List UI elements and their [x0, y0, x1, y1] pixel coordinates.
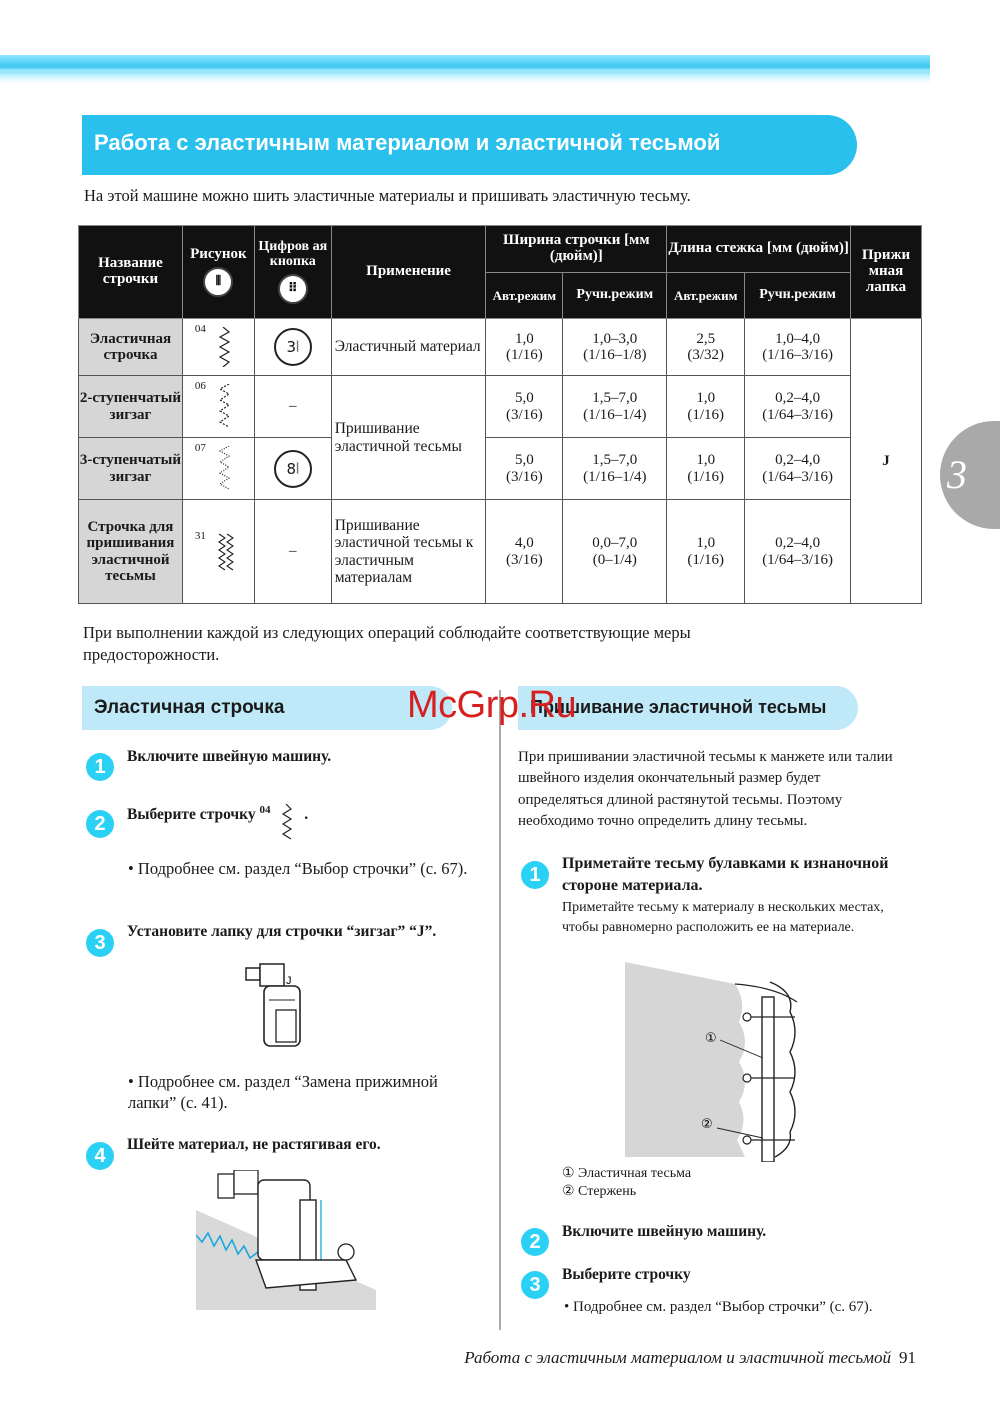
illustration-legend — [562, 1165, 691, 1200]
header-length-auto: Авт.режим — [667, 273, 745, 319]
page-number: 91 — [899, 1348, 916, 1367]
bullet-note: • Подробнее см. раздел “Замена прижимной лапки” (с. 41). — [128, 1072, 438, 1113]
three-step-zigzag-icon — [217, 446, 233, 490]
row-button: – — [254, 500, 331, 604]
step-number: 3 — [521, 1271, 549, 1299]
row-picture — [182, 319, 254, 376]
header-use: Применение — [331, 226, 486, 319]
row-name: Эластичная строчка — [79, 319, 183, 376]
row-use: Эластичный материал — [331, 319, 486, 376]
row-use: Пришивание эластичной тесьмы — [331, 376, 486, 500]
row-width-auto: 4,0 (3/16) — [486, 500, 563, 604]
left-section-heading: Эластичная строчка — [82, 686, 452, 730]
row-length-auto: 1,0 (1/16) — [667, 500, 745, 604]
row-picture — [182, 438, 254, 500]
stitch-display-icon: ⦀ — [203, 267, 233, 297]
step-number: 1 — [521, 861, 549, 889]
footer-title: Работа с эластичным материалом и эластичной тесьмой — [464, 1348, 891, 1367]
stretch-stitch-icon — [217, 327, 233, 367]
two-step-zigzag-icon — [217, 384, 233, 428]
step-text-tail: . — [304, 806, 309, 824]
step-text: Включите швейную машину. — [562, 1223, 767, 1240]
row-number: 04 — [194, 323, 206, 335]
stretch-stitch-icon — [280, 804, 294, 842]
caution-note: При выполнении каждой из следующих операций соблюдайте соответствующие меры предосторожности. — [83, 623, 691, 665]
row-number: 31 — [194, 530, 206, 542]
step-number: 2 — [86, 810, 114, 838]
bullet-note: • Подробнее см. раздел “Выбор строчки” (с. 67). — [128, 859, 468, 878]
table-row — [79, 319, 922, 376]
row-length-manual: 0,2–4,0 (1/64–3/16) — [745, 376, 851, 438]
table-row — [79, 438, 922, 500]
chapter-number: 3 — [947, 452, 967, 497]
step-detail: Приметайте тесьму к материалу в нескольких местах, чтобы равномерно расположить ее на материале. — [562, 900, 884, 936]
page-title: Работа с эластичным материалом и эластичной тесьмой — [82, 115, 857, 175]
digit-label: 3 — [286, 338, 296, 356]
row-length-manual: 1,0–4,0 (1/16–3/16) — [745, 319, 851, 376]
column-divider — [499, 690, 501, 1330]
row-length-auto: 1,0 (1/16) — [667, 376, 745, 438]
callout-marker-1: ① — [705, 1031, 717, 1046]
row-length-auto: 2,5 (3/32) — [667, 319, 745, 376]
title-tail-inner — [855, 122, 899, 168]
header-picture-label: Рисунок — [190, 246, 247, 263]
row-length-manual: 0,2–4,0 (1/64–3/16) — [745, 500, 851, 604]
table-row — [79, 376, 922, 438]
step-text — [127, 804, 308, 842]
row-picture — [182, 500, 254, 604]
header-name: Название строчки — [79, 226, 183, 319]
row-use: Пришивание эластичной тесьмы к эластичным материалам — [331, 500, 486, 604]
row-width-manual: 1,0–3,0 (1/16–1/8) — [563, 319, 667, 376]
right-section-heading: Пришивание эластичной тесьмы — [518, 686, 858, 730]
step-text-label: Выберите строчку — [127, 806, 256, 824]
legend-item: ① Эластичная тесьма — [562, 1166, 692, 1181]
step-text: Установите лапку для строчки “зигзаг” “J”. — [127, 923, 437, 940]
sewing-illustration — [196, 1170, 376, 1310]
header-digital-label: Цифров ая кнопка — [258, 239, 328, 269]
header-digital-button — [254, 226, 331, 319]
presser-foot-value: J — [851, 319, 922, 604]
top-decorative-band — [0, 55, 930, 83]
row-button — [254, 319, 331, 376]
row-name: 2-ступенчатый зигзаг — [79, 376, 183, 438]
row-button: – — [254, 376, 331, 438]
intro-text: На этой машине можно шить эластичные материалы и пришивать эластичную тесьму. — [84, 186, 691, 205]
header-foot: Прижи мная лапка — [851, 226, 922, 319]
header-length: Длина стежка [мм (дюйм)] — [667, 226, 851, 273]
legend-item: ② Стержень — [562, 1183, 637, 1199]
row-length-manual: 0,2–4,0 (1/64–3/16) — [745, 438, 851, 500]
row-number: 06 — [194, 380, 206, 392]
header-width: Ширина строчки [мм (дюйм)] — [486, 226, 667, 273]
step-number: 4 — [86, 1142, 114, 1170]
header-width-manual: Ручн.режим — [563, 273, 667, 319]
row-width-auto: 5,0 (3/16) — [486, 438, 563, 500]
digit-label: 8 — [286, 459, 296, 478]
row-length-auto: 1,0 (1/16) — [667, 438, 745, 500]
foot-letter: J — [286, 975, 292, 987]
row-width-auto: 1,0 (1/16) — [486, 319, 563, 376]
stitch-number: 04 — [259, 804, 271, 816]
callout-marker-2: ② — [701, 1117, 713, 1132]
header-width-auto: Авт.режим — [486, 273, 563, 319]
step-text: Приметайте тесьму булавками к изнаночной стороне материала. — [562, 855, 889, 895]
right-body-text: При пришивании эластичной тесьмы к манжете или талии швейного изделия окончательный размер будет определяться длиной растянутой тесьмы. Поэтому необходимо точно определить длину тесьмы. — [518, 749, 893, 830]
row-width-auto: 5,0 (3/16) — [486, 376, 563, 438]
digit-button-icon: 3⦚ — [274, 328, 312, 366]
elastic-tape-pinning-illustration — [625, 962, 825, 1162]
step-number: 2 — [521, 1228, 549, 1256]
chapter-tab — [940, 421, 1000, 529]
row-width-manual: 1,5–7,0 (1/16–1/4) — [563, 376, 667, 438]
row-button — [254, 438, 331, 500]
table-row — [79, 500, 922, 604]
row-width-manual: 0,0–7,0 (0–1/4) — [563, 500, 667, 604]
page-footer — [464, 1348, 916, 1368]
step-text: Шейте материал, не растягивая его. — [127, 1136, 381, 1153]
watermark: McGrp.Ru — [407, 684, 577, 726]
step-number: 3 — [86, 929, 114, 957]
zigzag-foot-j-illustration — [244, 960, 316, 1055]
stitch-table — [78, 225, 922, 604]
row-name: 3-ступенчатый зигзаг — [79, 438, 183, 500]
keypad-icon: ⠿ — [278, 274, 308, 304]
step-text: Включите швейную машину. — [127, 748, 332, 765]
elastic-tape-stitch-icon — [217, 532, 237, 572]
header-picture — [182, 226, 254, 319]
bullet-note: • Подробнее см. раздел “Выбор строчки” (с. 67). — [564, 1299, 873, 1315]
row-name: Строчка для пришивания эластичной тесьмы — [79, 500, 183, 604]
row-number: 07 — [194, 442, 206, 454]
step-number: 1 — [86, 753, 114, 781]
row-width-manual: 1,5–7,0 (1/16–1/4) — [563, 438, 667, 500]
digit-button-icon: 8⦚ — [274, 450, 312, 488]
row-picture — [182, 376, 254, 438]
header-length-manual: Ручн.режим — [745, 273, 851, 319]
step-text: Выберите строчку — [562, 1266, 691, 1283]
